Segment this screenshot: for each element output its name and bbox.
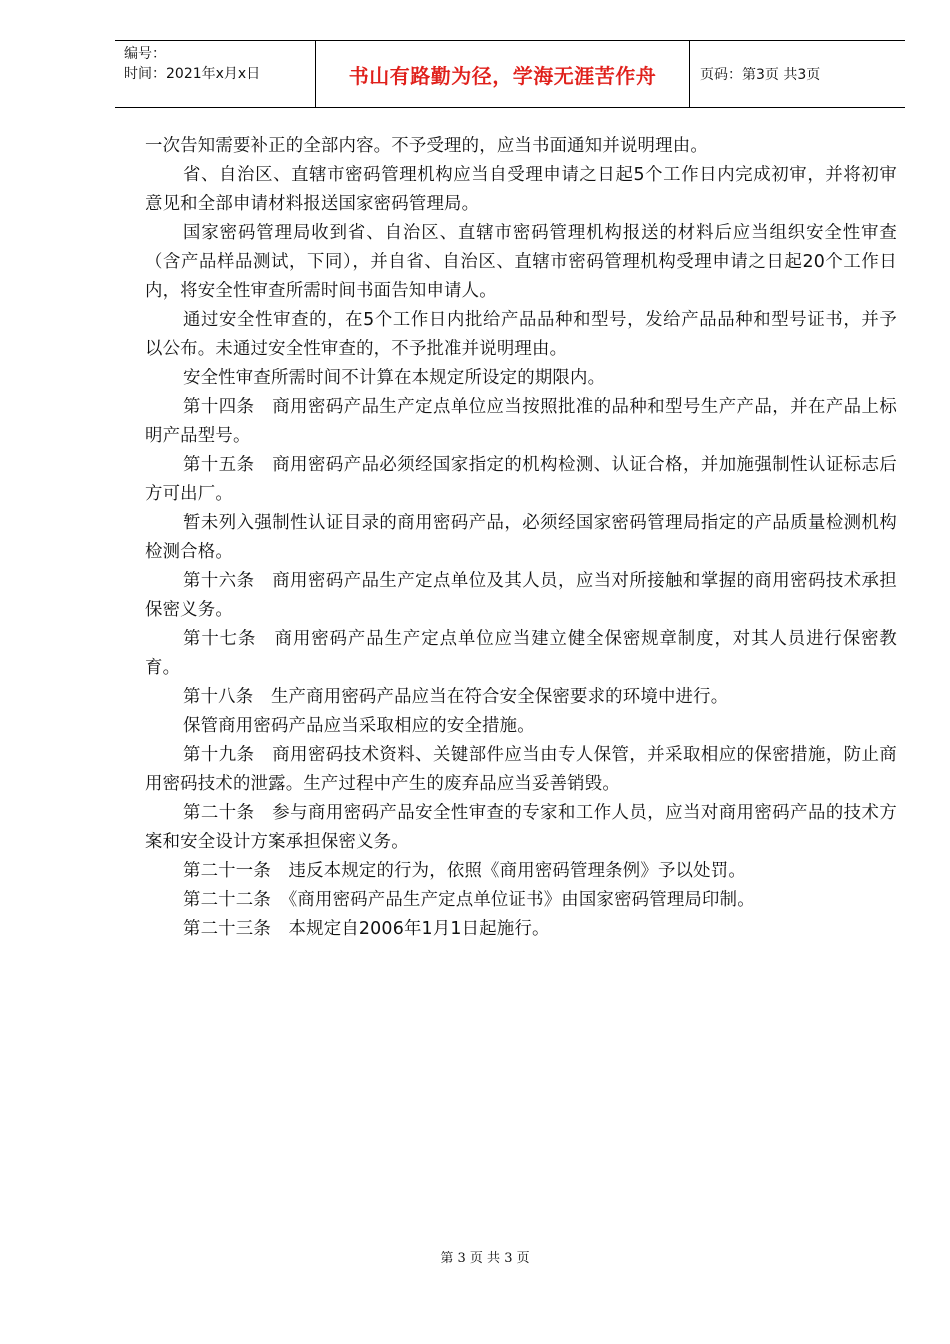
serial-number-label: 编号： (124, 46, 166, 62)
header-page-cell (690, 41, 905, 107)
paragraph: 暂未列入强制性认证目录的商用密码产品，必须经国家密码管理局指定的产品质量检测机构检测合格。 (145, 513, 897, 562)
paragraph: 保管商用密码产品应当采取相应的安全措施。 (183, 716, 535, 736)
paragraph: 通过安全性审查的，在5个工作日内批给产品品种和型号，发给产品品种和型号证书，并予以公布。未通过安全性审查的，不予批准并说明理由。 (145, 310, 897, 359)
date-label: 时间：2021年x月x日 (124, 66, 261, 82)
article-15: 第十五条 商用密码产品必须经国家指定的机构检测、认证合格，并加施强制性认证标志后方可出厂。 (145, 455, 897, 504)
article-20: 第二十条 参与商用密码产品安全性审查的专家和工作人员，应当对商用密码产品的技术方案和安全设计方案承担保密义务。 (145, 803, 897, 852)
article-14: 第十四条 商用密码产品生产定点单位应当按照批准的品种和型号生产产品，并在产品上标明产品型号。 (145, 397, 897, 446)
article-19: 第十九条 商用密码技术资料、关键部件应当由专人保管，并采取相应的保密措施，防止商用密码技术的泄露。生产过程中产生的废弃品应当妥善销毁。 (145, 745, 897, 794)
paragraph: 安全性审查所需时间不计算在本规定所设定的期限内。 (183, 368, 606, 388)
header-meta-cell (115, 41, 316, 107)
article-18: 第十八条 生产商用密码产品应当在符合安全保密要求的环境中进行。 (183, 687, 729, 707)
article-23: 第二十三条 本规定自2006年1月1日起施行。 (183, 919, 550, 939)
header-motto-cell (316, 41, 690, 107)
article-22: 第二十二条 《商用密码产品生产定点单位证书》由国家密码管理局印制。 (183, 890, 755, 910)
header-page-number: 页码：第3页 共3页 (700, 67, 821, 83)
article-17: 第十七条 商用密码产品生产定点单位应当建立健全保密规章制度，对其人员进行保密教育。 (145, 629, 897, 678)
article-21: 第二十一条 违反本规定的行为，依照《商用密码管理条例》予以处罚。 (183, 861, 746, 881)
motto-text: 书山有路勤为径，学海无涯苦作舟 (348, 63, 657, 88)
page-footer (0, 1247, 950, 1266)
document-body (145, 132, 897, 944)
paragraph: 一次告知需要补正的全部内容。不予受理的，应当书面通知并说明理由。 (145, 136, 708, 156)
page-header (115, 40, 905, 108)
footer-page-number: 第 3 页 共 3 页 (440, 1251, 530, 1266)
paragraph: 国家密码管理局收到省、自治区、直辖市密码管理机构报送的材料后应当组织安全性审查（含产品样品测试，下同），并自省、自治区、直辖市密码管理机构受理申请之日起20个工作日内，将安全性审查所需时间书面告知申请人。 (145, 223, 897, 301)
article-16: 第十六条 商用密码产品生产定点单位及其人员，应当对所接触和掌握的商用密码技术承担保密义务。 (145, 571, 897, 620)
paragraph: 省、自治区、直辖市密码管理机构应当自受理申请之日起5个工作日内完成初审，并将初审意见和全部申请材料报送国家密码管理局。 (145, 165, 897, 214)
